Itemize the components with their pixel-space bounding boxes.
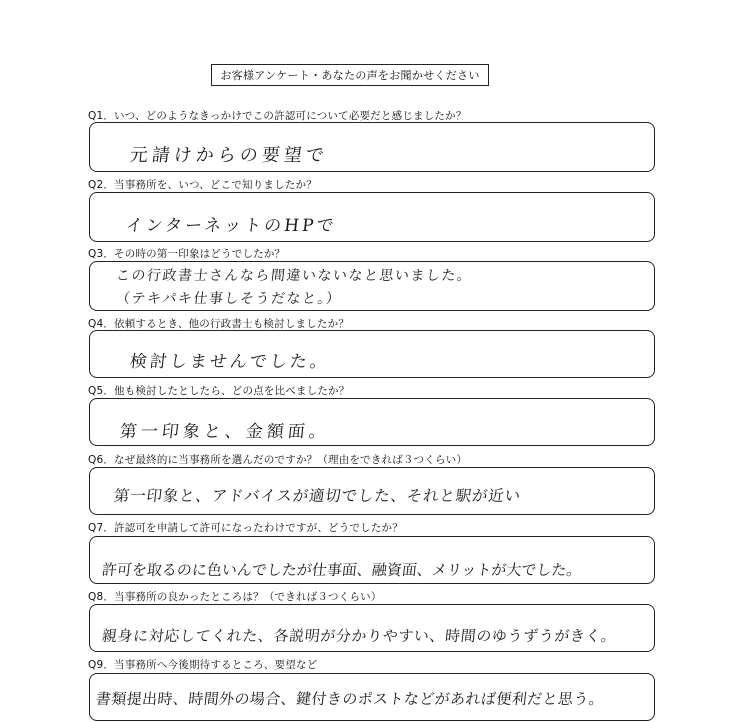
answer-8-box [89, 604, 655, 652]
answer-2-box [89, 192, 655, 242]
question-8-label: Q8．当事務所の良かったところは？（できれば３つくらい） [88, 591, 382, 603]
question-5-label: Q5．他も検討したとしたら、どの点を比べましたか？ [88, 385, 350, 397]
question-3-label: Q3．その時の第一印象はどうでしたか？ [88, 248, 286, 260]
answer-1-box [89, 122, 655, 172]
answer-4-box [89, 330, 655, 378]
answer-8-text: 親身に対応してくれた、各説明が分かりやすい、時間のゆうずうがきく。 [101, 627, 618, 645]
answer-1-text: 元請けからの要望で [128, 145, 329, 166]
answer-3-text-line-2: （テキパキ仕事しそうだなと。） [115, 291, 343, 307]
answer-6-text: 第一印象と、アドバイスが適切でした、それと駅が近い [112, 487, 522, 505]
answer-5-text: 第一印象と、金額面。 [118, 422, 331, 442]
question-9-label: Q9．当事務所へ今後期待するところ、要望など [88, 659, 318, 671]
question-2-label: Q2．当事務所を、いつ、どこで知りましたか？ [88, 179, 317, 191]
question-4-label: Q4．依頼するとき、他の行政書士も検討しましたか？ [88, 318, 350, 330]
answer-4-text: 検討しませんでした。 [128, 352, 331, 372]
answer-5-box [89, 398, 655, 446]
answer-7-text: 許可を取るのに色いんでしたが仕事面、融資面、メリットが大でした。 [101, 561, 583, 579]
answer-3-text-line-1: この行政書士さんなら間違いないなと思いました。 [115, 268, 474, 284]
question-6-label: Q6．なぜ最終的に当事務所を選んだのですか？（理由をできれば３つくらい） [88, 454, 468, 466]
answer-9-text: 書類提出時、時間外の場合、鍵付きのポストなどがあれば便利だと思う。 [95, 690, 606, 708]
answer-2-text: インターネットのHPで [124, 216, 338, 236]
answer-6-box [89, 467, 655, 515]
answer-9-box [89, 673, 655, 721]
answer-7-box [89, 536, 655, 584]
answer-3-box [89, 261, 655, 311]
question-7-label: Q7．許認可を申請して許可になったわけですが、どうでしたか？ [88, 522, 403, 534]
question-1-label: Q1．いつ、どのようなきっかけでこの許認可について必要だと感じましたか？ [88, 110, 467, 122]
survey-title: お客様アンケート・あなたの声をお聞かせください [211, 64, 489, 86]
